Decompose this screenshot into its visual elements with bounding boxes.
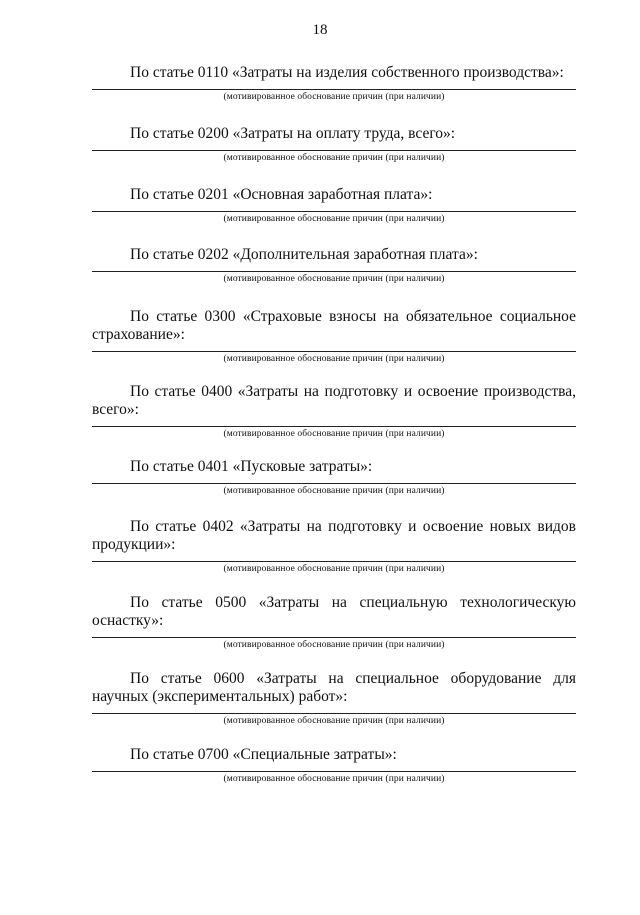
fill-line (92, 426, 576, 427)
article-text: По статье 0201 «Основная заработная плата»: (130, 186, 433, 203)
article-text: По статье 0200 «Затраты на оплату труда, всего»: (130, 125, 456, 142)
line-caption: (мотивированное обоснование причин (при наличии) (223, 92, 445, 102)
article-text: По статье 0402 «Затраты на подготовку и освоение новых видов продукции»: (92, 518, 576, 553)
line-caption: (мотивированное обоснование причин (при наличии) (223, 153, 445, 163)
article-text: По статье 0500 «Затраты на специальную технологическую оснастку»: (92, 594, 576, 629)
fill-line (92, 211, 576, 212)
article-entry-0401 (92, 458, 576, 496)
article-text: По статье 0300 «Страховые взносы на обязательное социальное страхование»: (92, 308, 576, 343)
fill-line (92, 771, 576, 772)
article-text: По статье 0700 «Специальные затраты»: (130, 746, 397, 763)
fill-line (92, 637, 576, 638)
article-entry-0110 (92, 64, 576, 102)
fill-line (92, 713, 576, 714)
line-caption: (мотивированное обоснование причин (при наличии) (223, 214, 445, 224)
article-entry-0300 (92, 308, 576, 364)
line-caption: (мотивированное обоснование причин (при наличии) (223, 774, 445, 784)
fill-line (92, 150, 576, 151)
fill-line (92, 271, 576, 272)
article-entry-0201 (92, 186, 576, 224)
fill-line (92, 561, 576, 562)
line-caption: (мотивированное обоснование причин (при наличии) (223, 486, 445, 496)
article-entry-0202 (92, 246, 576, 284)
line-caption: (мотивированное обоснование причин (при наличии) (223, 429, 445, 439)
line-caption: (мотивированное обоснование причин (при наличии) (223, 640, 445, 650)
article-entry-0700 (92, 746, 576, 784)
article-text: По статье 0600 «Затраты на специальное оборудование для научных (экспериментальных) работ»: (92, 670, 576, 705)
article-entry-0500 (92, 594, 576, 650)
article-text: По статье 0400 «Затраты на подготовку и освоение производства, всего»: (92, 383, 576, 418)
article-text: По статье 0401 «Пусковые затраты»: (130, 458, 373, 475)
line-caption: (мотивированное обоснование причин (при наличии) (223, 716, 445, 726)
article-entry-0402 (92, 518, 576, 574)
fill-line (92, 483, 576, 484)
line-caption: (мотивированное обоснование причин (при наличии) (223, 274, 445, 284)
line-caption: (мотивированное обоснование причин (при наличии) (223, 354, 445, 364)
fill-line (92, 351, 576, 352)
article-entry-0400 (92, 383, 576, 439)
fill-line (92, 89, 576, 90)
article-text: По статье 0202 «Дополнительная заработная плата»: (130, 246, 478, 263)
page-number: 18 (312, 22, 328, 38)
article-entry-0200 (92, 125, 576, 163)
article-entry-0600 (92, 670, 576, 726)
line-caption: (мотивированное обоснование причин (при наличии) (223, 564, 445, 574)
article-text: По статье 0110 «Затраты на изделия собственного производства»: (130, 64, 564, 81)
